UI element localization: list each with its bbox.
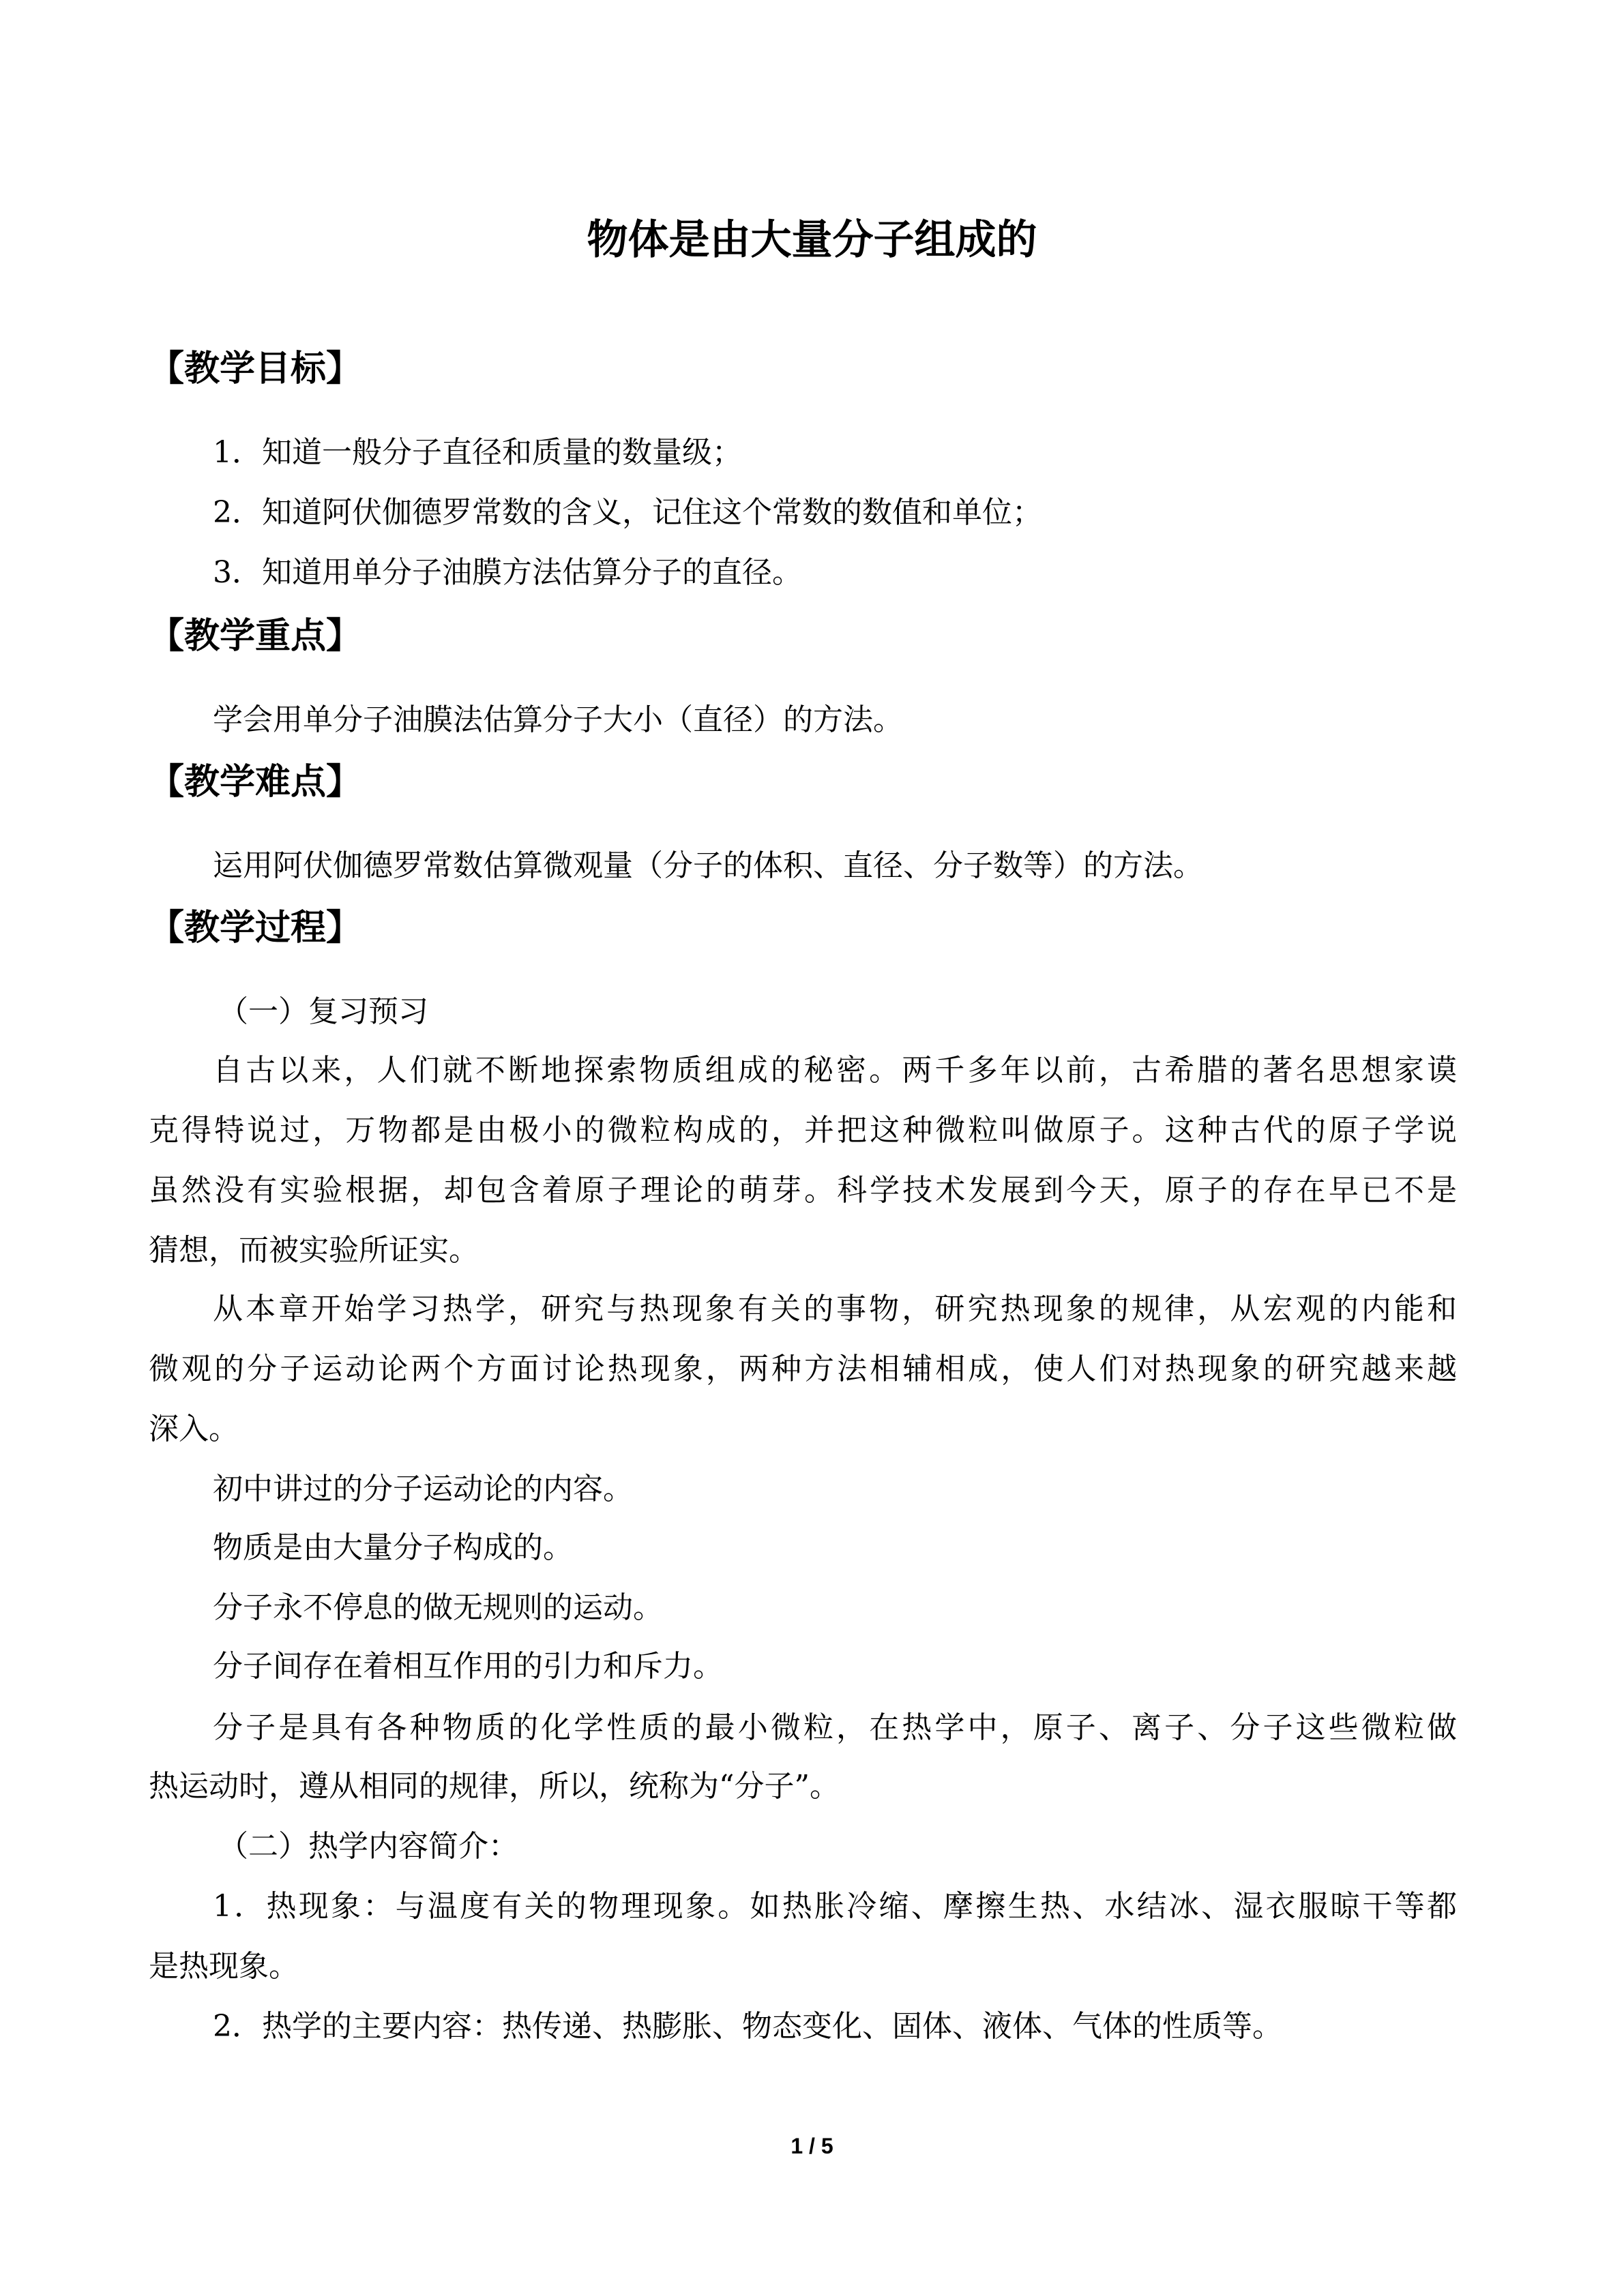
section-heading-difficulties: 【教学难点】 <box>149 762 362 803</box>
paragraph-line: 1．热现象：与温度有关的物理现象。如热胀冷缩、摩擦生热、水结冰、湿衣服晾干等都 <box>213 1889 1457 1924</box>
key-points-text: 学会用单分子油膜法估算分子大小（直径）的方法。 <box>213 702 903 737</box>
paragraph-line: 是热现象。 <box>149 1949 299 1984</box>
paragraph-line: 分子是具有各种物质的化学性质的最小微粒，在热学中，原子、离子、分子这些微粒做 <box>213 1710 1457 1745</box>
paragraph-line: 初中讲过的分子运动论的内容。 <box>213 1472 633 1506</box>
paragraph-line: 分子永不停息的做无规则的运动。 <box>213 1590 663 1625</box>
paragraph-line: 自古以来，人们就不断地探索物质组成的秘密。两千多年以前，古希腊的著名思想家谟 <box>213 1053 1457 1088</box>
paragraph-line: 虽然没有实验根据，却包含着原子理论的萌芽。科学技术发展到今天，原子的存在早已不是 <box>149 1173 1457 1208</box>
paragraph-line: 热运动时，遵从相同的规律，所以，统称为“分子”。 <box>149 1769 840 1804</box>
objective-item: 1．知道一般分子直径和质量的数量级； <box>213 435 742 470</box>
objective-item: 2．知道阿伏伽德罗常数的含义，记住这个常数的数值和单位； <box>213 495 1042 530</box>
paragraph-line: 克得特说过，万物都是由极小的微粒构成的，并把这种微粒叫做原子。这种古代的原子学说 <box>149 1113 1457 1148</box>
paragraph-line: 微观的分子运动论两个方面讨论热现象，两种方法相辅相成，使人们对热现象的研究越来越 <box>149 1352 1457 1386</box>
section-heading-objectives: 【教学目标】 <box>149 348 362 389</box>
paragraph-line: 深入。 <box>149 1412 239 1446</box>
section-heading-process: 【教学过程】 <box>149 908 362 949</box>
page-number: 1 / 5 <box>791 2134 833 2158</box>
paragraph-line: 分子间存在着相互作用的引力和斥力。 <box>213 1649 723 1684</box>
objective-item: 3．知道用单分子油膜方法估算分子的直径。 <box>213 555 802 590</box>
paragraph-line: 2．热学的主要内容：热传递、热膨胀、物态变化、固体、液体、气体的性质等。 <box>213 2009 1282 2044</box>
paragraph-line: 从本章开始学习热学，研究与热现象有关的事物，研究热现象的规律，从宏观的内能和 <box>213 1292 1457 1326</box>
subsection-review: （一）复习预习 <box>218 994 428 1029</box>
difficulties-text: 运用阿伏伽德罗常数估算微观量（分子的体积、直径、分子数等）的方法。 <box>213 848 1203 883</box>
document-title: 物体是由大量分子组成的 <box>587 216 1037 264</box>
paragraph-line: 物质是由大量分子构成的。 <box>213 1530 573 1565</box>
section-heading-key-points: 【教学重点】 <box>149 616 362 657</box>
paragraph-line: 猜想，而被实验所证实。 <box>149 1233 479 1268</box>
subsection-thermal-intro: （二）热学内容简介： <box>218 1829 518 1864</box>
